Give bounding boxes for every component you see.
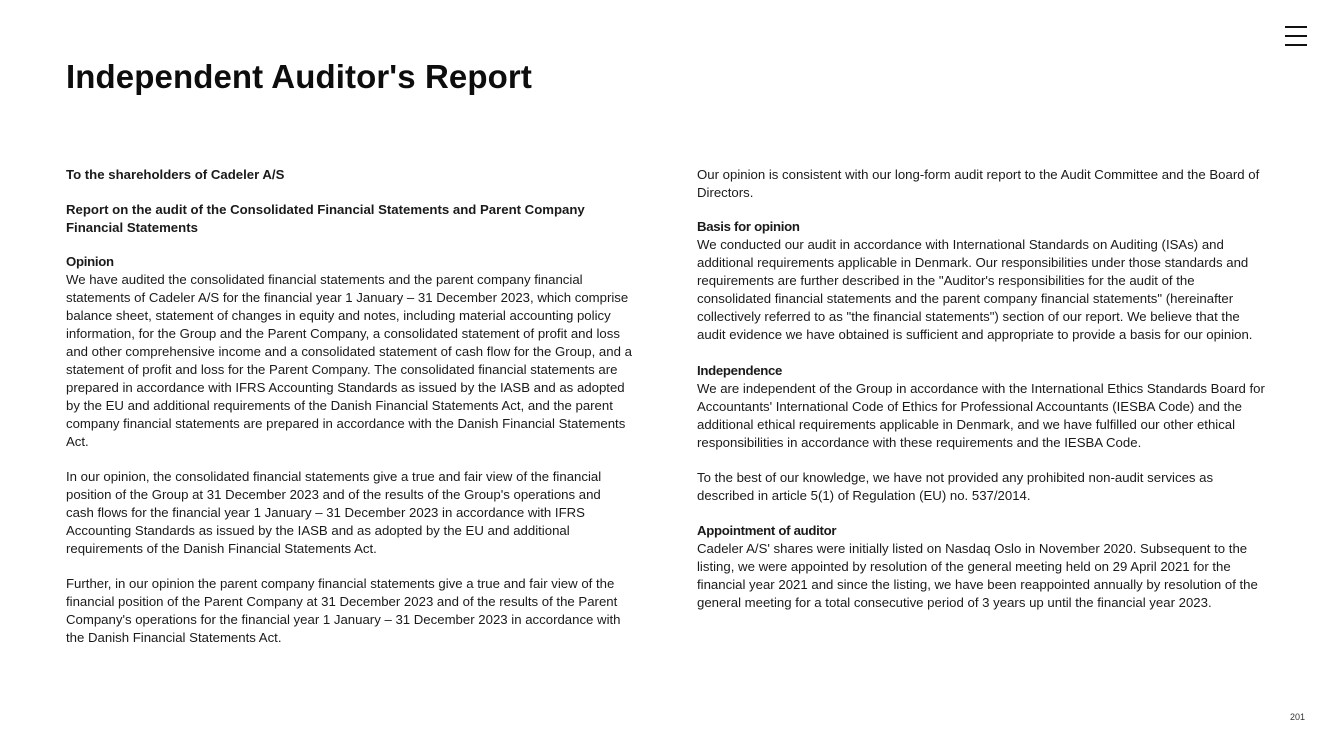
report-title: Report on the audit of the Consolidated Financial Statements and Parent Company Financial Statements [66,202,585,235]
hamburger-menu-icon[interactable] [1285,26,1307,46]
basis-paragraph: We conducted our audit in accordance with International Standards on Auditing (ISAs) and additional requirements applicable in Denmark. Our responsibilities under those standards and requirements are further described in the "Auditor's responsibilities for the audit of the consolidated financial statements and the parent company financial statements" (hereinafter collectively referred to as "the financial statements") section of our report. We believe that the audit evidence we have obtained is sufficient and appropriate to provide a basis for our opinion. [697,237,1253,342]
consistency-paragraph: Our opinion is consistent with our long-form audit report to the Audit Committee and the Board of Directors. [697,167,1260,200]
opinion-paragraph-3: Further, in our opinion the parent company financial statements give a true and fair view of the financial position of the Parent Company at 31 December 2023 and of the results of the Parent Company's operations for the financial year 1 January – 31 December 2023 in accordance with the Danish Financial Statements Act. [66,576,621,645]
appointment-heading: Appointment of auditor [697,523,837,538]
opinion-paragraph-1: We have audited the consolidated financial statements and the parent company financial statements of Cadeler A/S for the financial year 1 January – 31 December 2023, which comprise balance sheet, statement of changes in equity and notes, including material accounting policy information, for the Group and the Parent Company, a consolidated statement of profit and loss and other comprehensive income and a consolidated statement of cash flow for the Group, and a statement of profit and loss for the Parent Company. The consolidated financial statements are prepared in accordance with IFRS Accounting Standards as issued by the IASB and as adopted by the EU and additional requirements of the Danish Financial Statements Act, and the parent company financial statements are prepared in accordance with the Danish Financial Statements Act. [66,272,632,449]
opinion-paragraph-2: In our opinion, the consolidated financial statements give a true and fair view of the financial position of the Group at 31 December 2023 and of the results of the Group's operations and cash flows for the financial year 1 January – 31 December 2023 in accordance with IFRS Accounting Standards as issued by the IASB and as adopted by the EU and additional requirements of the Danish Financial Statements Act. [66,469,602,556]
opinion-heading: Opinion [66,254,114,269]
independence-heading: Independence [697,363,783,378]
page-title: Independent Auditor's Report [66,58,532,95]
right-column [697,166,1269,612]
independence-paragraph-1: We are independent of the Group in accordance with the International Ethics Standards Board for Accountants' International Code of Ethics for Professional Accountants (IESBA Code) and the additional ethical requirements applicable in Denmark, and we have fulfilled our other ethical responsibilities in accordance with these requirements and the IESBA Code. [697,381,1265,450]
basis-heading: Basis for opinion [697,219,800,234]
addressee: To the shareholders of Cadeler A/S [66,167,285,182]
independence-paragraph-2: To the best of our knowledge, we have not provided any prohibited non-audit services as described in article 5(1) of Regulation (EU) no. 537/2014. [697,470,1214,503]
appointment-paragraph: Cadeler A/S' shares were initially listed on Nasdaq Oslo in November 2020. Subsequent to the listing, we were appointed by resolution of the general meeting held on 29 April 2021 for the financial year 2021 and since the listing, we have been reappointed annually by resolution of the general meeting for a total consecutive period of 3 years up until the financial year 2023. [697,541,1258,610]
left-column [66,166,632,647]
page-number: 201 [1290,712,1306,722]
